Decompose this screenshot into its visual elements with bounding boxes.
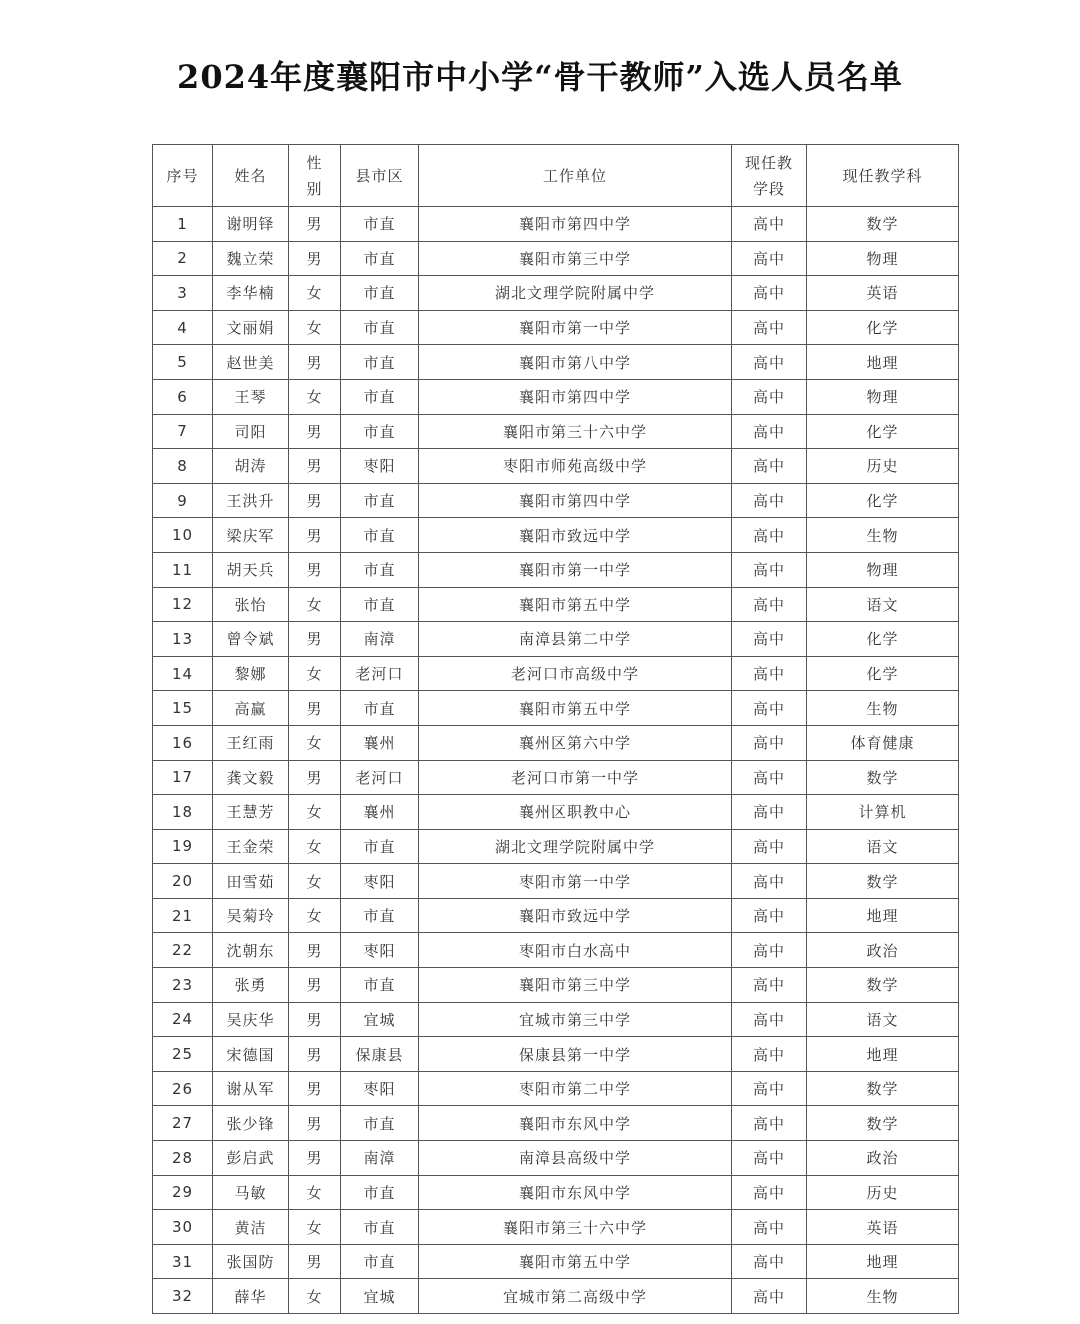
cell-no: 23 [153, 968, 213, 1003]
cell-no: 4 [153, 310, 213, 345]
cell-stage: 高中 [732, 829, 807, 864]
cell-name: 谢明铎 [213, 207, 289, 242]
table-row [153, 1210, 959, 1245]
cell-gender: 男 [289, 345, 341, 380]
cell-gender: 男 [289, 622, 341, 657]
cell-name: 黎娜 [213, 656, 289, 691]
cell-subject: 地理 [807, 1244, 959, 1279]
cell-county: 市直 [341, 552, 419, 587]
cell-name: 龚文毅 [213, 760, 289, 795]
cell-name: 吴菊玲 [213, 898, 289, 933]
cell-name: 魏立荣 [213, 241, 289, 276]
cell-county: 老河口 [341, 760, 419, 795]
cell-subject: 政治 [807, 933, 959, 968]
cell-name: 张勇 [213, 968, 289, 1003]
cell-county: 市直 [341, 1106, 419, 1141]
cell-county: 市直 [341, 1175, 419, 1210]
cell-county: 市直 [341, 414, 419, 449]
cell-subject: 英语 [807, 276, 959, 311]
cell-county: 南漳 [341, 1141, 419, 1176]
cell-no: 19 [153, 829, 213, 864]
cell-county: 市直 [341, 207, 419, 242]
table-row [153, 518, 959, 553]
cell-subject: 化学 [807, 656, 959, 691]
cell-county: 市直 [341, 276, 419, 311]
cell-no: 28 [153, 1141, 213, 1176]
cell-county: 枣阳 [341, 1071, 419, 1106]
cell-gender: 男 [289, 449, 341, 484]
cell-county: 市直 [341, 483, 419, 518]
cell-unit: 枣阳市师苑高级中学 [419, 449, 732, 484]
cell-subject: 体育健康 [807, 725, 959, 760]
cell-unit: 襄阳市第三中学 [419, 241, 732, 276]
cell-subject: 数学 [807, 207, 959, 242]
cell-name: 田雪茹 [213, 864, 289, 899]
table-row [153, 968, 959, 1003]
cell-gender: 女 [289, 898, 341, 933]
cell-stage: 高中 [732, 587, 807, 622]
cell-unit: 襄阳市第五中学 [419, 587, 732, 622]
cell-county: 枣阳 [341, 933, 419, 968]
cell-subject: 历史 [807, 1175, 959, 1210]
table-row [153, 207, 959, 242]
table-body [153, 207, 959, 1314]
table-row [153, 1071, 959, 1106]
cell-subject: 数学 [807, 1071, 959, 1106]
cell-stage: 高中 [732, 518, 807, 553]
cell-county: 老河口 [341, 656, 419, 691]
cell-subject: 地理 [807, 898, 959, 933]
cell-stage: 高中 [732, 1279, 807, 1314]
cell-no: 27 [153, 1106, 213, 1141]
cell-name: 王金荣 [213, 829, 289, 864]
cell-subject: 化学 [807, 414, 959, 449]
cell-stage: 高中 [732, 449, 807, 484]
cell-gender: 男 [289, 933, 341, 968]
cell-subject: 语文 [807, 1002, 959, 1037]
cell-county: 襄州 [341, 725, 419, 760]
cell-county: 市直 [341, 829, 419, 864]
table-row [153, 1106, 959, 1141]
cell-subject: 生物 [807, 691, 959, 726]
cell-subject: 化学 [807, 483, 959, 518]
cell-unit: 襄阳市第三中学 [419, 968, 732, 1003]
table-row [153, 864, 959, 899]
cell-gender: 女 [289, 864, 341, 899]
cell-unit: 宜城市第三中学 [419, 1002, 732, 1037]
table-row [153, 691, 959, 726]
cell-stage: 高中 [732, 310, 807, 345]
cell-gender: 男 [289, 1244, 341, 1279]
cell-stage: 高中 [732, 414, 807, 449]
cell-no: 32 [153, 1279, 213, 1314]
cell-gender: 男 [289, 1002, 341, 1037]
cell-gender: 女 [289, 276, 341, 311]
cell-no: 7 [153, 414, 213, 449]
cell-subject: 数学 [807, 864, 959, 899]
cell-stage: 高中 [732, 691, 807, 726]
cell-stage: 高中 [732, 345, 807, 380]
cell-stage: 高中 [732, 1071, 807, 1106]
cell-county: 市直 [341, 968, 419, 1003]
table-row [153, 933, 959, 968]
cell-unit: 老河口市高级中学 [419, 656, 732, 691]
cell-name: 司阳 [213, 414, 289, 449]
table-row [153, 552, 959, 587]
table-row [153, 449, 959, 484]
cell-unit: 襄阳市第五中学 [419, 1244, 732, 1279]
table-row [153, 1279, 959, 1314]
cell-stage: 高中 [732, 656, 807, 691]
cell-name: 王慧芳 [213, 795, 289, 830]
cell-unit: 襄阳市第三十六中学 [419, 1210, 732, 1245]
cell-unit: 老河口市第一中学 [419, 760, 732, 795]
cell-subject: 物理 [807, 379, 959, 414]
cell-unit: 襄阳市东风中学 [419, 1106, 732, 1141]
cell-unit: 襄阳市第四中学 [419, 207, 732, 242]
cell-unit: 枣阳市第一中学 [419, 864, 732, 899]
cell-county: 市直 [341, 691, 419, 726]
cell-no: 6 [153, 379, 213, 414]
cell-unit: 襄阳市致远中学 [419, 898, 732, 933]
cell-no: 8 [153, 449, 213, 484]
table-row [153, 656, 959, 691]
cell-gender: 女 [289, 1279, 341, 1314]
table-row [153, 898, 959, 933]
cell-stage: 高中 [732, 483, 807, 518]
cell-gender: 男 [289, 241, 341, 276]
cell-gender: 男 [289, 518, 341, 553]
cell-unit: 枣阳市白水高中 [419, 933, 732, 968]
cell-gender: 女 [289, 587, 341, 622]
cell-name: 宋德国 [213, 1037, 289, 1072]
cell-name: 吴庆华 [213, 1002, 289, 1037]
table-header [153, 145, 959, 207]
cell-name: 黄洁 [213, 1210, 289, 1245]
table-row [153, 483, 959, 518]
cell-unit: 襄阳市第四中学 [419, 483, 732, 518]
cell-name: 文丽娟 [213, 310, 289, 345]
cell-no: 3 [153, 276, 213, 311]
cell-no: 30 [153, 1210, 213, 1245]
cell-stage: 高中 [732, 552, 807, 587]
cell-no: 22 [153, 933, 213, 968]
cell-unit: 襄阳市第一中学 [419, 310, 732, 345]
cell-stage: 高中 [732, 276, 807, 311]
cell-subject: 历史 [807, 449, 959, 484]
cell-unit: 襄州区职教中心 [419, 795, 732, 830]
table-row [153, 310, 959, 345]
cell-county: 市直 [341, 310, 419, 345]
cell-no: 29 [153, 1175, 213, 1210]
cell-stage: 高中 [732, 968, 807, 1003]
cell-gender: 女 [289, 379, 341, 414]
cell-county: 市直 [341, 241, 419, 276]
cell-name: 彭启武 [213, 1141, 289, 1176]
cell-stage: 高中 [732, 795, 807, 830]
table-row [153, 587, 959, 622]
cell-stage: 高中 [732, 898, 807, 933]
header-gender: 性别 [289, 145, 341, 207]
cell-gender: 男 [289, 760, 341, 795]
cell-no: 16 [153, 725, 213, 760]
cell-county: 枣阳 [341, 449, 419, 484]
cell-stage: 高中 [732, 622, 807, 657]
cell-no: 13 [153, 622, 213, 657]
cell-unit: 湖北文理学院附属中学 [419, 829, 732, 864]
header-no: 序号 [153, 145, 213, 207]
cell-unit: 襄阳市东风中学 [419, 1175, 732, 1210]
cell-subject: 政治 [807, 1141, 959, 1176]
cell-gender: 男 [289, 1071, 341, 1106]
table-row [153, 829, 959, 864]
table-row [153, 1175, 959, 1210]
cell-gender: 男 [289, 483, 341, 518]
header-county: 县市区 [341, 145, 419, 207]
cell-subject: 语文 [807, 829, 959, 864]
cell-county: 市直 [341, 898, 419, 933]
cell-unit: 襄阳市第五中学 [419, 691, 732, 726]
cell-subject: 物理 [807, 241, 959, 276]
cell-stage: 高中 [732, 933, 807, 968]
teacher-roster-table [152, 144, 959, 1314]
cell-unit: 宜城市第二高级中学 [419, 1279, 732, 1314]
page-title: 2024年度襄阳市中小学“骨干教师”入选人员名单 [177, 58, 903, 96]
cell-stage: 高中 [732, 1210, 807, 1245]
table-row [153, 725, 959, 760]
cell-stage: 高中 [732, 379, 807, 414]
header-unit: 工作单位 [419, 145, 732, 207]
cell-name: 谢从军 [213, 1071, 289, 1106]
cell-no: 11 [153, 552, 213, 587]
cell-unit: 襄阳市第八中学 [419, 345, 732, 380]
header-subject: 现任教学科 [807, 145, 959, 207]
table-row [153, 1002, 959, 1037]
cell-stage: 高中 [732, 1106, 807, 1141]
cell-county: 保康县 [341, 1037, 419, 1072]
cell-gender: 男 [289, 552, 341, 587]
cell-no: 20 [153, 864, 213, 899]
cell-name: 沈朝东 [213, 933, 289, 968]
header-name: 姓名 [213, 145, 289, 207]
cell-no: 26 [153, 1071, 213, 1106]
cell-subject: 化学 [807, 310, 959, 345]
cell-no: 1 [153, 207, 213, 242]
cell-subject: 化学 [807, 622, 959, 657]
cell-stage: 高中 [732, 241, 807, 276]
cell-subject: 物理 [807, 552, 959, 587]
cell-no: 5 [153, 345, 213, 380]
cell-stage: 高中 [732, 760, 807, 795]
cell-unit: 湖北文理学院附属中学 [419, 276, 732, 311]
cell-gender: 男 [289, 1141, 341, 1176]
cell-county: 枣阳 [341, 864, 419, 899]
cell-name: 王琴 [213, 379, 289, 414]
table-row [153, 1141, 959, 1176]
cell-county: 宜城 [341, 1002, 419, 1037]
cell-name: 赵世美 [213, 345, 289, 380]
cell-name: 梁庆军 [213, 518, 289, 553]
cell-county: 市直 [341, 518, 419, 553]
header-stage: 现任教学段 [732, 145, 807, 207]
cell-gender: 男 [289, 691, 341, 726]
table-row [153, 276, 959, 311]
table-row [153, 1244, 959, 1279]
cell-unit: 襄州区第六中学 [419, 725, 732, 760]
cell-stage: 高中 [732, 207, 807, 242]
cell-subject: 数学 [807, 760, 959, 795]
cell-no: 14 [153, 656, 213, 691]
cell-unit: 南漳县第二中学 [419, 622, 732, 657]
table-row [153, 760, 959, 795]
table-row [153, 414, 959, 449]
cell-gender: 男 [289, 414, 341, 449]
cell-name: 张少锋 [213, 1106, 289, 1141]
cell-no: 12 [153, 587, 213, 622]
cell-no: 21 [153, 898, 213, 933]
cell-unit: 襄阳市第四中学 [419, 379, 732, 414]
cell-no: 25 [153, 1037, 213, 1072]
cell-subject: 数学 [807, 1106, 959, 1141]
cell-name: 李华楠 [213, 276, 289, 311]
cell-stage: 高中 [732, 1141, 807, 1176]
cell-gender: 男 [289, 207, 341, 242]
cell-name: 高赢 [213, 691, 289, 726]
cell-unit: 枣阳市第二中学 [419, 1071, 732, 1106]
table-row [153, 241, 959, 276]
cell-county: 市直 [341, 379, 419, 414]
cell-stage: 高中 [732, 725, 807, 760]
cell-county: 襄州 [341, 795, 419, 830]
cell-gender: 女 [289, 1210, 341, 1245]
cell-unit: 襄阳市第一中学 [419, 552, 732, 587]
cell-no: 10 [153, 518, 213, 553]
cell-no: 9 [153, 483, 213, 518]
cell-subject: 生物 [807, 1279, 959, 1314]
cell-subject: 英语 [807, 1210, 959, 1245]
cell-county: 市直 [341, 587, 419, 622]
cell-unit: 保康县第一中学 [419, 1037, 732, 1072]
table-row [153, 345, 959, 380]
cell-county: 市直 [341, 1244, 419, 1279]
cell-unit: 南漳县高级中学 [419, 1141, 732, 1176]
cell-name: 王红雨 [213, 725, 289, 760]
cell-subject: 数学 [807, 968, 959, 1003]
cell-subject: 地理 [807, 1037, 959, 1072]
cell-name: 张怡 [213, 587, 289, 622]
cell-gender: 男 [289, 1106, 341, 1141]
cell-name: 张国防 [213, 1244, 289, 1279]
cell-stage: 高中 [732, 1244, 807, 1279]
cell-county: 市直 [341, 1210, 419, 1245]
cell-gender: 女 [289, 656, 341, 691]
cell-gender: 女 [289, 829, 341, 864]
cell-county: 宜城 [341, 1279, 419, 1314]
cell-no: 2 [153, 241, 213, 276]
table-row [153, 622, 959, 657]
cell-county: 市直 [341, 345, 419, 380]
cell-gender: 女 [289, 725, 341, 760]
cell-subject: 地理 [807, 345, 959, 380]
cell-stage: 高中 [732, 1002, 807, 1037]
cell-unit: 襄阳市第三十六中学 [419, 414, 732, 449]
table-row [153, 795, 959, 830]
cell-stage: 高中 [732, 1175, 807, 1210]
cell-subject: 生物 [807, 518, 959, 553]
cell-name: 王洪升 [213, 483, 289, 518]
cell-stage: 高中 [732, 1037, 807, 1072]
cell-gender: 女 [289, 310, 341, 345]
table-row [153, 1037, 959, 1072]
cell-no: 15 [153, 691, 213, 726]
cell-name: 薛华 [213, 1279, 289, 1314]
cell-subject: 计算机 [807, 795, 959, 830]
header-row [153, 145, 959, 207]
cell-no: 31 [153, 1244, 213, 1279]
cell-name: 马敏 [213, 1175, 289, 1210]
cell-subject: 语文 [807, 587, 959, 622]
cell-county: 南漳 [341, 622, 419, 657]
cell-no: 17 [153, 760, 213, 795]
cell-stage: 高中 [732, 864, 807, 899]
cell-gender: 女 [289, 1175, 341, 1210]
cell-name: 胡涛 [213, 449, 289, 484]
cell-unit: 襄阳市致远中学 [419, 518, 732, 553]
cell-no: 18 [153, 795, 213, 830]
cell-no: 24 [153, 1002, 213, 1037]
cell-gender: 男 [289, 968, 341, 1003]
cell-name: 胡天兵 [213, 552, 289, 587]
cell-gender: 女 [289, 795, 341, 830]
table-row [153, 379, 959, 414]
cell-name: 曾令斌 [213, 622, 289, 657]
cell-gender: 男 [289, 1037, 341, 1072]
